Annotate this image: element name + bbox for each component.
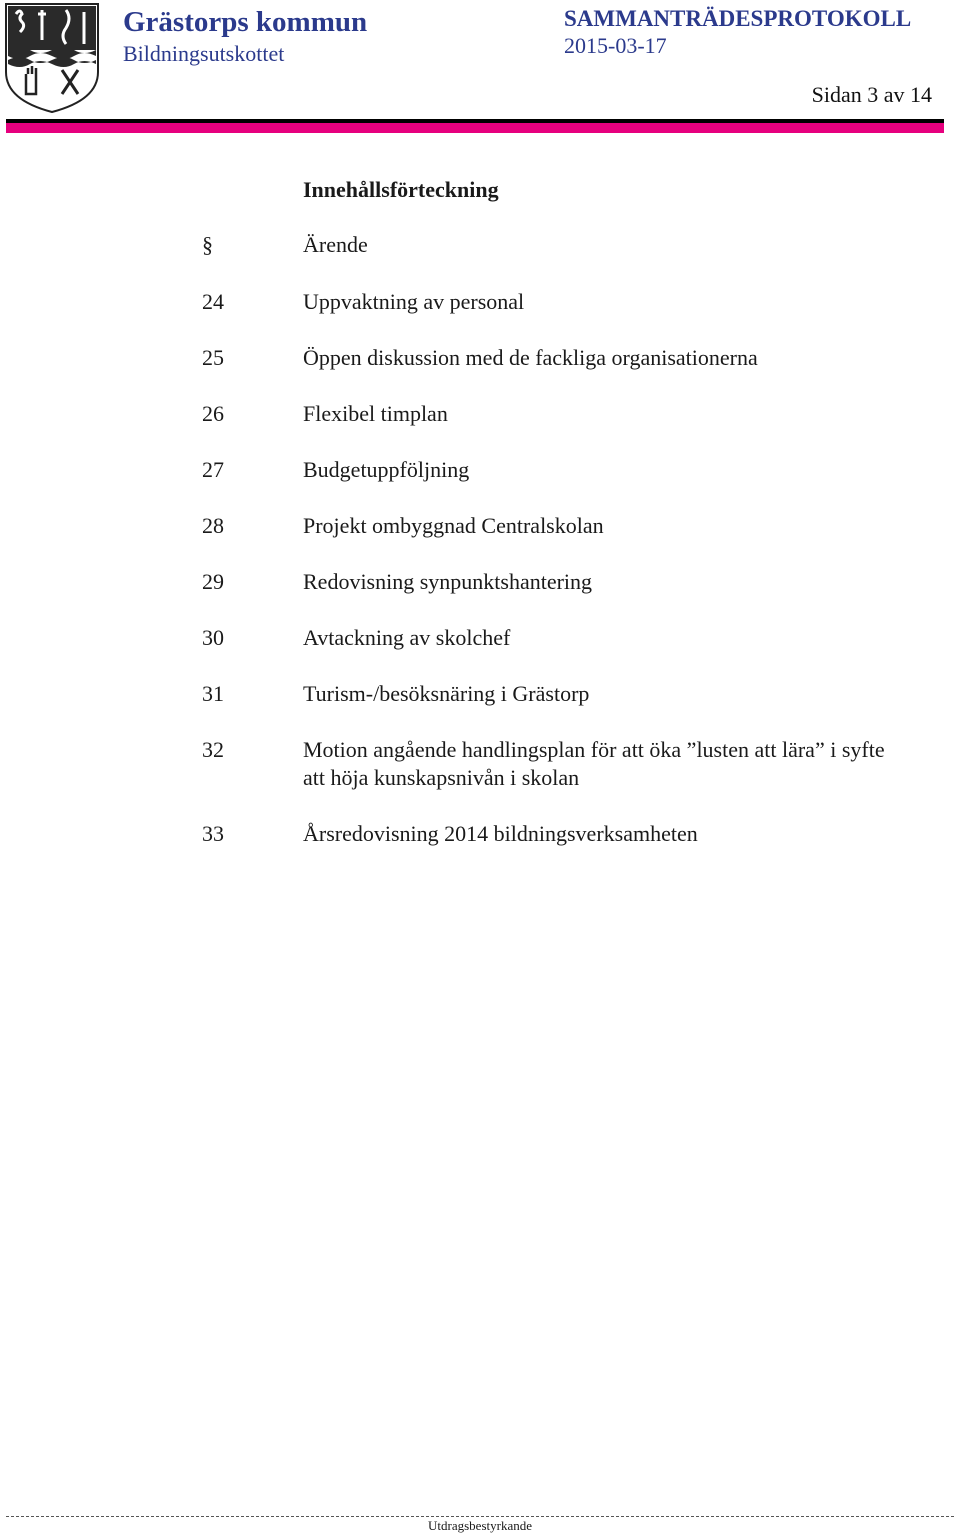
document-type: SAMMANTRÄDESPROTOKOLL (564, 6, 912, 31)
item-number: 30 (202, 625, 224, 650)
item-title: Flexibel timplan (303, 401, 448, 426)
toc-item (0, 288, 960, 316)
toc-item (0, 568, 960, 596)
department-name: Bildningsutskottet (123, 41, 285, 66)
item-title: Motion angående handlingsplan för att öka ”lusten att lära” i syfte att höja kunskapsnivån i skolan (303, 737, 885, 790)
item-title: Årsredovisning 2014 bildningsverksamheten (303, 821, 698, 846)
toc-item (0, 680, 960, 708)
footer-label: Utdragsbestyrkande (428, 1518, 532, 1533)
toc-item (0, 344, 960, 372)
item-number: 32 (202, 737, 224, 762)
item-number: 31 (202, 681, 224, 706)
item-number: 27 (202, 457, 224, 482)
page-number: Sidan 3 av 14 (811, 82, 932, 107)
section-symbol: § (202, 232, 213, 257)
item-title: Uppvaktning av personal (303, 289, 525, 314)
toc-item (0, 820, 960, 848)
item-number: 28 (202, 513, 224, 538)
toc-item (0, 624, 960, 652)
item-title: Turism-/besöksnäring i Grästorp (303, 681, 590, 706)
item-title: Redovisning synpunktshantering (303, 569, 593, 594)
toc-item (0, 400, 960, 428)
footer-rule (6, 1516, 954, 1517)
toc-title: Innehållsförteckning (303, 177, 499, 202)
toc-list (0, 288, 960, 876)
municipal-coat-of-arms (4, 2, 100, 114)
item-title: Öppen diskussion med de fackliga organisationerna (303, 345, 758, 370)
organization-name: Grästorps kommun (123, 6, 368, 38)
header-accent-bar (6, 123, 944, 133)
item-title: Budgetuppföljning (303, 457, 470, 482)
toc-item (0, 512, 960, 540)
toc-item (0, 736, 960, 792)
item-number: 29 (202, 569, 224, 594)
document-date: 2015-03-17 (564, 33, 667, 58)
column-label: Ärende (303, 232, 368, 257)
toc-item (0, 456, 960, 484)
item-title: Projekt ombyggnad Centralskolan (303, 513, 604, 538)
item-number: 24 (202, 289, 224, 314)
item-number: 26 (202, 401, 224, 426)
item-title: Avtackning av skolchef (303, 625, 511, 650)
item-number: 33 (202, 821, 224, 846)
item-number: 25 (202, 345, 224, 370)
